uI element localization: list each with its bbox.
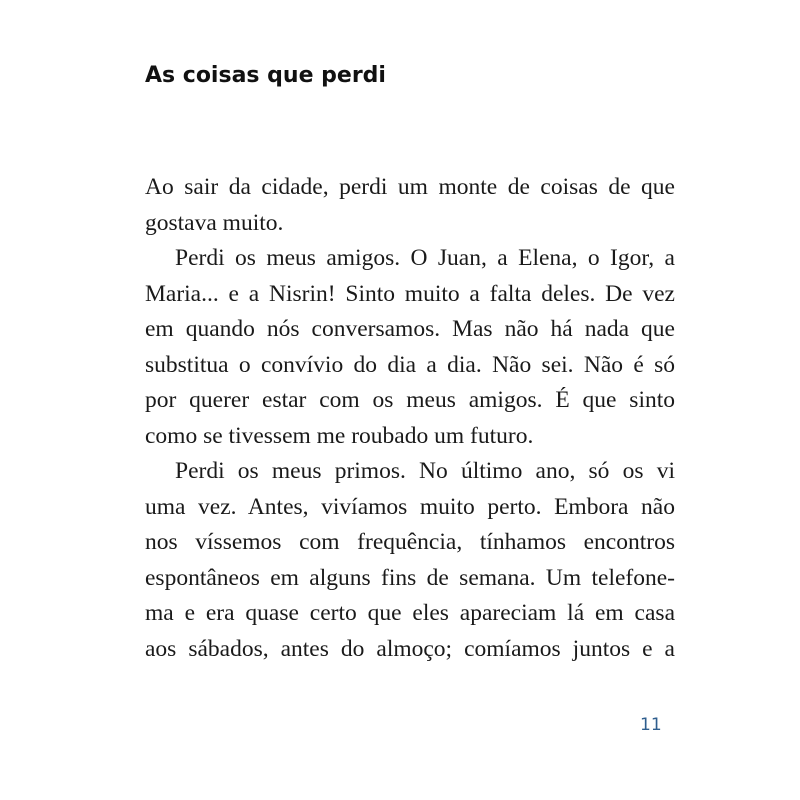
text-line: em quando nós conversamos. Mas não há nada que (145, 316, 675, 342)
text-line: uma vez. Antes, vivíamos muito perto. Embora não (145, 493, 675, 520)
text-line: como se tivessem me roubado um futuro. (145, 422, 534, 449)
text-line: Perdi os meus amigos. O Juan, a Elena, o Igor, a (175, 245, 675, 271)
text-line: espontâneos em alguns fins de semana. Um telefone- (145, 564, 675, 591)
text-line: nos víssemos com frequência, tínhamos encontros (145, 529, 675, 555)
chapter-title: As coisas que perdi (145, 63, 386, 88)
text-line: Perdi os meus primos. No último ano, só os vi (175, 458, 675, 484)
text-line: substitua o convívio do dia a dia. Não sei. Não é só (145, 351, 675, 378)
text-line: aos sábados, antes do almoço; comíamos juntos e a (145, 635, 675, 662)
text-line: por querer estar com os meus amigos. É que sinto (145, 387, 675, 413)
text-line: gostava muito. (145, 209, 284, 236)
text-line: Ao sair da cidade, perdi um monte de coisas de que (145, 174, 675, 200)
body-text (145, 170, 675, 667)
text-line: ma e era quase certo que eles apareciam lá em casa (145, 600, 675, 626)
page-number: 11 (640, 715, 662, 735)
text-line: Maria... e a Nisrin! Sinto muito a falta deles. De vez (145, 280, 675, 307)
